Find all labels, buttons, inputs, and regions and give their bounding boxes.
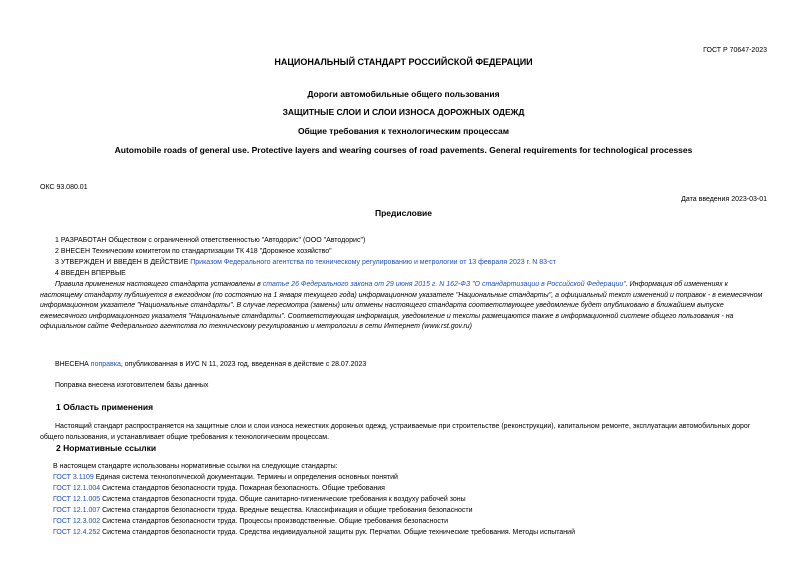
reference-title: Система стандартов безопасности труда. Общие санитарно-гигиенические требования к воздуху рабочей зоны [100, 496, 466, 503]
amendment-suffix: , опубликованная в ИУС N 11, 2023 год, введенная в действие с 28.07.2023 [120, 361, 367, 368]
reference-title: Система стандартов безопасности труда. Средства индивидуальной защиты рук. Перчатки. Общие технические требования. Методы испытаний [100, 529, 575, 536]
section-1-text: Настоящий стандарт распространяется на защитные слои и слои износа нежестких дорожных одежд, устраиваемые при строительстве (реконструкции), капитальном ремонте, эксплуатации автомобильных дорог общего пользования, и устанавливает общие требования к технологическим процессам. [40, 423, 751, 441]
reference-item [53, 496, 466, 503]
document-code: ГОСТ Р 70647-2023 [703, 47, 767, 54]
foreword-title: Предисловие [374, 208, 433, 218]
rules-text-a: Правила применения настоящего стандарта установлены в [55, 281, 263, 288]
foreword-item-developed: 1 РАЗРАБОТАН Обществом с ограниченной ответственностью "Автодорис" (ООО "Автодорис") [55, 237, 366, 244]
reference-item [53, 518, 448, 525]
reference-link[interactable]: ГОСТ 12.3.002 [53, 518, 101, 525]
foreword-item-approved [55, 259, 556, 266]
amendment-prefix: ВНЕСЕНА [55, 361, 91, 368]
approved-label: 3 УТВЕРЖДЕН И ВВЕДЕН В ДЕЙСТВИЕ [55, 259, 191, 266]
reference-link[interactable]: ГОСТ 12.4.252 [53, 529, 101, 536]
order-link[interactable]: Приказом Федерального агентства по техническому регулированию и метрологии от 13 февраля 2023 г. N 83-ст [190, 259, 557, 266]
law-link[interactable]: статье 26 Федерального закона от 29 июня 2015 г. N 162-ФЗ "О стандартизации в Российской Федерации" [262, 281, 626, 288]
document-title-en: Automobile roads of general use. Protective layers and wearing courses of road pavements. General requirements for technological processes [114, 145, 693, 155]
reference-title: Система стандартов безопасности труда. Пожарная безопасность. Общие требования [100, 485, 385, 492]
reference-title: Система стандартов безопасности труда. Процессы производственные. Общие требования безопасности [100, 518, 448, 525]
reference-item [53, 474, 398, 481]
introduction-date: Дата введения 2023-03-01 [681, 196, 767, 203]
reference-item [53, 529, 575, 536]
section-2-title: 2 Нормативные ссылки [56, 443, 157, 453]
section-1-title: 1 Область применения [56, 402, 154, 412]
reference-title: Система стандартов безопасности труда. Вредные вещества. Классификация и общие требования безопасности [100, 507, 473, 514]
amendment-line [55, 361, 366, 368]
reference-item [53, 507, 473, 514]
rules-paragraph [40, 280, 768, 333]
reference-item [53, 485, 385, 492]
standard-title: НАЦИОНАЛЬНЫЙ СТАНДАРТ РОССИЙСКОЙ ФЕДЕРАЦИИ [274, 57, 533, 67]
reference-link[interactable]: ГОСТ 12.1.004 [53, 485, 101, 492]
foreword-item-first-introduced: 4 ВВЕДЕН ВПЕРВЫЕ [55, 270, 126, 277]
reference-link[interactable]: ГОСТ 12.1.007 [53, 507, 101, 514]
document-title-ru: ЗАЩИТНЫЕ СЛОИ И СЛОИ ИЗНОСА ДОРОЖНЫХ ОДЕЖД [282, 107, 525, 117]
amendment-note: Поправка внесена изготовителем базы данных [55, 382, 209, 389]
reference-link[interactable]: ГОСТ 3.1109 [53, 474, 94, 481]
amendment-link[interactable]: поправка [90, 361, 121, 368]
reference-link[interactable]: ГОСТ 12.1.005 [53, 496, 101, 503]
document-subtitle-ru: Общие требования к технологическим процессам [297, 126, 510, 136]
reference-title: Единая система технологической документации. Термины и определения основных понятий [93, 474, 398, 481]
rules-text-b: . Информация об изменениях к настоящему стандарту публикуется в ежегодном (по состоянию на 1 января текущего года) информационном указателе "Национальные стандарты", а официальный текст изменений и поправок - в ежемесячном информационном указателе "Национальные стандарты". В случае пересмотра (замены) или отмены настоящего стандарта соответствующее уведомление будет опубликовано в ближайшем выпуске ежемесячного информационного указателя "Национальные стандарты". Соответствующая информация, уведомление и тексты размещаются также в информационной системе общего пользования - на официальном сайте Федерального агентства по техническому регулированию и метрологии в сети Интернет (www.rst.gov.ru) [40, 281, 763, 330]
foreword-item-submitted: 2 ВНЕСЕН Техническим комитетом по стандартизации ТК 418 "Дорожное хозяйство" [55, 248, 332, 255]
oks-code: ОКС 93.080.01 [40, 184, 88, 191]
subject-title: Дороги автомобильные общего пользования [307, 89, 500, 99]
section-2-intro: В настоящем стандарте использованы нормативные ссылки на следующие стандарты: [53, 463, 338, 470]
